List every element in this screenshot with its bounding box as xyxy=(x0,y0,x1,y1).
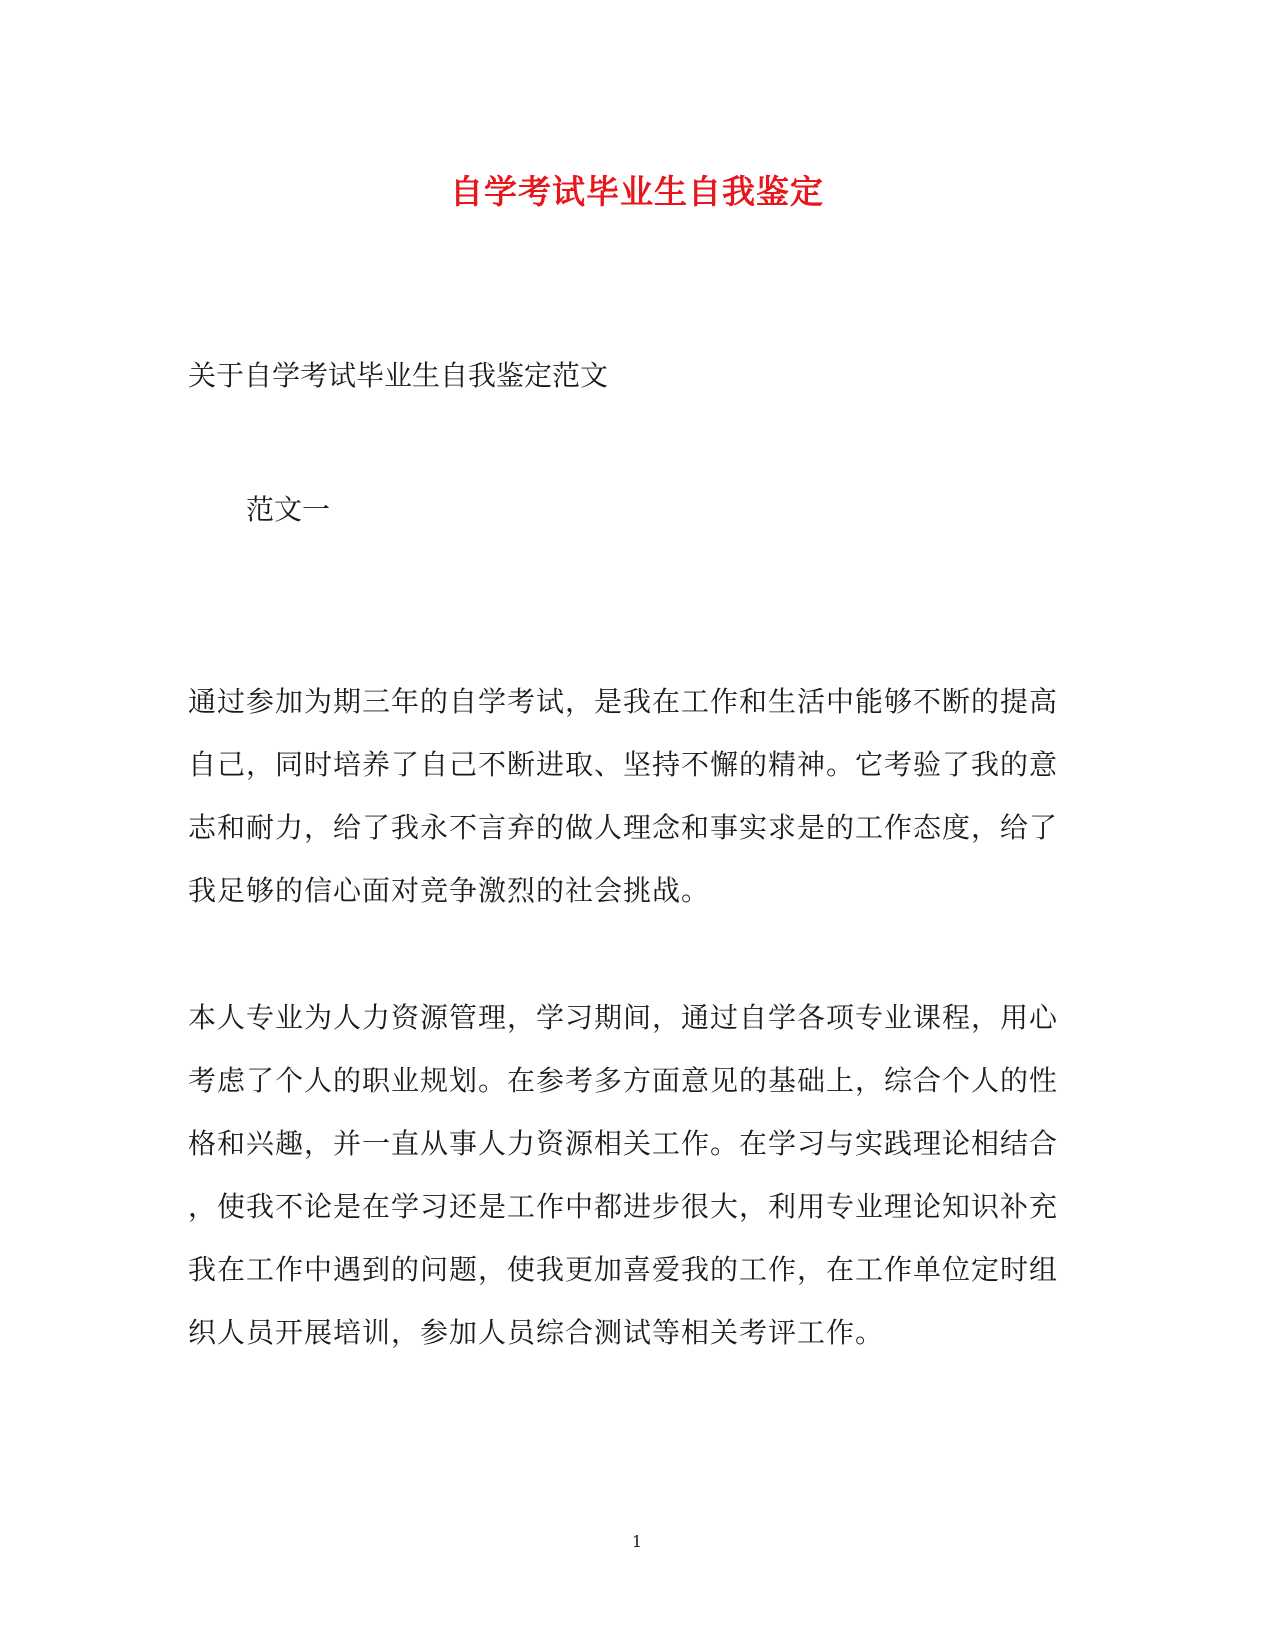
page-number: 1 xyxy=(631,1532,643,1551)
paragraph-line: 我在工作中遇到的问题，使我更加喜爱我的工作，在工作单位定时组 xyxy=(188,1253,1059,1286)
paragraph-1 xyxy=(188,670,1068,922)
paragraph-line: 格和兴趣，并一直从事人力资源相关工作。在学习与实践理论相结合 xyxy=(188,1127,1059,1160)
paragraph-line: 本人专业为人力资源管理，学习期间，通过自学各项专业课程，用心 xyxy=(188,1001,1059,1034)
document-subtitle: 关于自学考试毕业生自我鉴定范文 xyxy=(188,359,609,392)
paragraph-line: 考虑了个人的职业规划。在参考多方面意见的基础上，综合个人的性 xyxy=(188,1064,1059,1097)
paragraph-line: 我足够的信心面对竞争激烈的社会挑战。 xyxy=(188,874,711,907)
paragraph-line: 自己，同时培养了自己不断进取、坚持不懈的精神。它考验了我的意 xyxy=(188,748,1059,781)
section-label: 范文一 xyxy=(246,493,331,526)
document-title: 自学考试毕业生自我鉴定 xyxy=(450,172,824,211)
paragraph-line: ，使我不论是在学习还是工作中都进步很大，利用专业理论知识补充 xyxy=(188,1190,1059,1223)
paragraph-line: 织人员开展培训，参加人员综合测试等相关考评工作。 xyxy=(188,1316,885,1349)
paragraph-line: 通过参加为期三年的自学考试，是我在工作和生活中能够不断的提高 xyxy=(188,685,1059,718)
paragraph-2 xyxy=(188,986,1068,1364)
paragraph-line: 志和耐力，给了我永不言弃的做人理念和事实求是的工作态度，给了 xyxy=(188,811,1059,844)
